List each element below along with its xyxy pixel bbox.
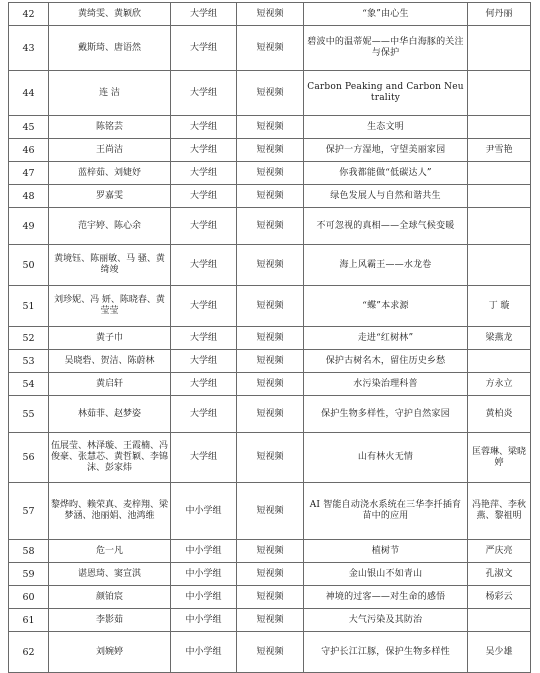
group-cell: 中小学组 [171, 632, 237, 673]
work-title-cell: 大气污染及其防治 [304, 609, 468, 632]
advisor-cell: 严庆亮 [468, 540, 531, 563]
work-type-cell: 短视频 [237, 208, 304, 245]
advisor-cell [468, 185, 531, 208]
group-cell: 大学组 [171, 433, 237, 483]
work-type-cell: 短视频 [237, 373, 304, 396]
work-type-cell: 短视频 [237, 116, 304, 139]
row-number: 56 [9, 433, 49, 483]
table-row [9, 609, 531, 632]
group-cell: 中小学组 [171, 563, 237, 586]
advisor-cell: 尹雪艳 [468, 139, 531, 162]
advisor-cell [468, 162, 531, 185]
work-title-cell: 绿色发展人与自然和谐共生 [304, 185, 468, 208]
group-cell: 大学组 [171, 3, 237, 26]
group-cell: 中小学组 [171, 586, 237, 609]
table-row [9, 373, 531, 396]
authors-cell: 连 洁 [49, 71, 171, 116]
group-cell: 大学组 [171, 116, 237, 139]
work-title-cell: “象”由心生 [304, 3, 468, 26]
work-title-cell: 守护长江江豚，保护生物多样性 [304, 632, 468, 673]
row-number: 52 [9, 327, 49, 350]
table-row [9, 350, 531, 373]
row-number: 48 [9, 185, 49, 208]
work-type-cell: 短视频 [237, 540, 304, 563]
group-cell: 中小学组 [171, 609, 237, 632]
table-row [9, 632, 531, 673]
table-row [9, 433, 531, 483]
work-title-cell: AI 智能自动浇水系统在三华李扦插育苗中的应用 [304, 483, 468, 540]
advisor-cell [468, 71, 531, 116]
advisor-cell: 吴少雄 [468, 632, 531, 673]
row-number: 60 [9, 586, 49, 609]
work-type-cell: 短视频 [237, 609, 304, 632]
work-type-cell: 短视频 [237, 433, 304, 483]
table-row [9, 483, 531, 540]
row-number: 55 [9, 396, 49, 433]
table-row [9, 327, 531, 350]
advisor-cell [468, 116, 531, 139]
advisor-cell: 匡蓉琳、梁晓婷 [468, 433, 531, 483]
work-type-cell: 短视频 [237, 162, 304, 185]
row-number: 46 [9, 139, 49, 162]
advisor-cell [468, 350, 531, 373]
table-row [9, 208, 531, 245]
work-title-cell: 海上风霸王——水龙卷 [304, 245, 468, 286]
row-number: 57 [9, 483, 49, 540]
work-type-cell: 短视频 [237, 396, 304, 433]
work-title-cell: 走进“红树林” [304, 327, 468, 350]
work-title-cell: 你我都能做“低碳达人” [304, 162, 468, 185]
row-number: 61 [9, 609, 49, 632]
work-title-cell: 神境的过客——对生命的感悟 [304, 586, 468, 609]
work-title-cell: 保护古树名木，留住历史乡愁 [304, 350, 468, 373]
work-title-cell: 保护生物多样性，守护自然家园 [304, 396, 468, 433]
group-cell: 大学组 [171, 396, 237, 433]
work-title-cell: “蝶”本求源 [304, 286, 468, 327]
table-row [9, 185, 531, 208]
authors-cell: 罗嘉雯 [49, 185, 171, 208]
work-title-cell: 水污染治理科普 [304, 373, 468, 396]
row-number: 49 [9, 208, 49, 245]
advisor-cell: 方永立 [468, 373, 531, 396]
authors-cell: 黄子巾 [49, 327, 171, 350]
row-number: 44 [9, 71, 49, 116]
work-type-cell: 短视频 [237, 563, 304, 586]
table-row [9, 26, 531, 71]
advisor-cell: 孔淑文 [468, 563, 531, 586]
award-table-wrapper [8, 2, 530, 673]
work-type-cell: 短视频 [237, 586, 304, 609]
group-cell: 大学组 [171, 71, 237, 116]
row-number: 59 [9, 563, 49, 586]
work-type-cell: 短视频 [237, 632, 304, 673]
authors-cell: 伍展莹、林泽璇、王霞楠、冯俊豪、张慧芯、黄哲颖、李锦沫、彭家炜 [49, 433, 171, 483]
row-number: 51 [9, 286, 49, 327]
work-type-cell: 短视频 [237, 3, 304, 26]
advisor-cell [468, 26, 531, 71]
table-row [9, 116, 531, 139]
table-row [9, 245, 531, 286]
row-number: 62 [9, 632, 49, 673]
table-row [9, 3, 531, 26]
row-number: 54 [9, 373, 49, 396]
authors-cell: 陈铭芸 [49, 116, 171, 139]
authors-cell: 黄绮雯、黄颖欣 [49, 3, 171, 26]
authors-cell: 林茹菲、赵梦姿 [49, 396, 171, 433]
authors-cell: 吴晓砦、贺洁、陈蔚林 [49, 350, 171, 373]
table-row [9, 286, 531, 327]
advisor-cell: 杨彩云 [468, 586, 531, 609]
work-title-cell: 山有林火无情 [304, 433, 468, 483]
group-cell: 中小学组 [171, 540, 237, 563]
advisor-cell: 何丹丽 [468, 3, 531, 26]
group-cell: 大学组 [171, 327, 237, 350]
row-number: 43 [9, 26, 49, 71]
row-number: 50 [9, 245, 49, 286]
group-cell: 大学组 [171, 185, 237, 208]
table-row [9, 396, 531, 433]
table-row [9, 586, 531, 609]
advisor-cell [468, 245, 531, 286]
group-cell: 大学组 [171, 26, 237, 71]
work-type-cell: 短视频 [237, 350, 304, 373]
authors-cell: 危一凡 [49, 540, 171, 563]
advisor-cell: 丁 璇 [468, 286, 531, 327]
table-row [9, 162, 531, 185]
table-row [9, 139, 531, 162]
advisor-cell: 梁燕龙 [468, 327, 531, 350]
authors-cell: 范宇婷、陈心余 [49, 208, 171, 245]
work-title-cell: 碧波中的温蒂妮——中华白海豚的关注与保护 [304, 26, 468, 71]
authors-cell: 王尚洁 [49, 139, 171, 162]
authors-cell: 黎烨昀、赖荣真、麦梓翔、梁梦涵、池丽娟、池鸿维 [49, 483, 171, 540]
authors-cell: 谌恩琦、窦宣淇 [49, 563, 171, 586]
authors-cell: 刘珍妮、冯 妍、陈晓春、黄莹莹 [49, 286, 171, 327]
authors-cell: 戴斯琦、唐语然 [49, 26, 171, 71]
work-title-cell: 不可忽视的真相——全球气候变暖 [304, 208, 468, 245]
row-number: 42 [9, 3, 49, 26]
group-cell: 大学组 [171, 162, 237, 185]
work-title-cell: 保护一方湿地，守望美丽家园 [304, 139, 468, 162]
advisor-cell: 冯艳萍、李秋燕、黎祖明 [468, 483, 531, 540]
group-cell: 大学组 [171, 245, 237, 286]
authors-cell: 颜铂宸 [49, 586, 171, 609]
table-row [9, 71, 531, 116]
award-table [8, 2, 531, 673]
award-table-body [9, 3, 531, 673]
work-type-cell: 短视频 [237, 71, 304, 116]
work-type-cell: 短视频 [237, 139, 304, 162]
row-number: 45 [9, 116, 49, 139]
row-number: 47 [9, 162, 49, 185]
group-cell: 大学组 [171, 350, 237, 373]
group-cell: 大学组 [171, 373, 237, 396]
row-number: 53 [9, 350, 49, 373]
advisor-cell: 黄柏炎 [468, 396, 531, 433]
authors-cell: 黄境钰、陈丽敏、马 骚、黄绮竣 [49, 245, 171, 286]
table-row [9, 563, 531, 586]
table-row [9, 540, 531, 563]
work-type-cell: 短视频 [237, 483, 304, 540]
work-title-cell: 植树节 [304, 540, 468, 563]
authors-cell: 李影茹 [49, 609, 171, 632]
work-title-cell: Carbon Peaking and Carbon Neutrality [304, 71, 468, 116]
authors-cell: 蓝梓茹、刘婕妤 [49, 162, 171, 185]
group-cell: 大学组 [171, 286, 237, 327]
advisor-cell [468, 208, 531, 245]
work-type-cell: 短视频 [237, 286, 304, 327]
group-cell: 大学组 [171, 139, 237, 162]
row-number: 58 [9, 540, 49, 563]
authors-cell: 刘婉婷 [49, 632, 171, 673]
work-type-cell: 短视频 [237, 185, 304, 208]
work-title-cell: 生态文明 [304, 116, 468, 139]
advisor-cell [468, 609, 531, 632]
work-type-cell: 短视频 [237, 327, 304, 350]
work-title-cell: 金山银山不如青山 [304, 563, 468, 586]
group-cell: 中小学组 [171, 483, 237, 540]
authors-cell: 黄启轩 [49, 373, 171, 396]
work-type-cell: 短视频 [237, 245, 304, 286]
work-type-cell: 短视频 [237, 26, 304, 71]
group-cell: 大学组 [171, 208, 237, 245]
